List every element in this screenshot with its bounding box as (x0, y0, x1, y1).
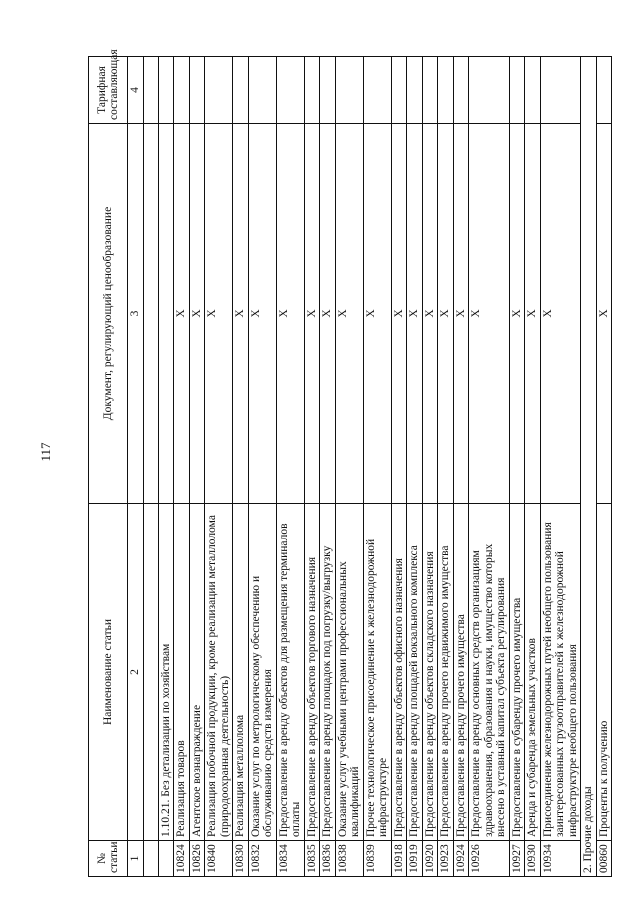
table-row (407, 57, 423, 877)
rotated-page-content (88, 49, 612, 877)
cell-tariff (248, 57, 276, 124)
cell-code: 10840 (205, 841, 233, 877)
cell-code: 10923 (438, 841, 454, 877)
cell-tariff (233, 57, 249, 124)
cell-name: Прочее технологическое присоединение к железнодорожной инфраструктуре (363, 504, 391, 841)
cell-tariff (363, 57, 391, 124)
cell-name: Предоставление в аренду прочего недвижимого имущества (438, 504, 454, 841)
column-index: 3 (128, 124, 144, 504)
cell-document: X (276, 124, 304, 504)
cell-tariff (422, 57, 438, 124)
table-row (304, 57, 320, 877)
cell-code: 10826 (189, 841, 205, 877)
table-row (525, 57, 541, 877)
cell-name: Предоставление в аренду прочего имущества (453, 504, 469, 841)
table-row (189, 57, 205, 877)
header-name: Наименование статьи (89, 504, 128, 841)
cell-name: Реализация металлолома (233, 504, 249, 841)
column-index: 4 (128, 57, 144, 124)
table-row (469, 57, 510, 877)
cell-code: 10835 (304, 841, 320, 877)
header-tariff: Тарифная составляющая (89, 57, 128, 124)
cell-document: X (174, 124, 190, 504)
cell-tariff (596, 57, 612, 124)
cell-name: Предоставление в аренду основных средств организациям здравоохранения, образования и науки, имущество которых внесено в уставный капитал субъекта регулирования (469, 504, 510, 841)
cell-tariff (189, 57, 205, 124)
header-number: № статьи (89, 841, 128, 877)
table-row (540, 57, 581, 877)
cell-code: 10924 (453, 841, 469, 877)
cell-document: X (205, 124, 233, 504)
table-row (335, 57, 363, 877)
column-index: 1 (128, 841, 144, 877)
cell-name: Предоставление в аренду объектов складского назначения (422, 504, 438, 841)
cell-code: 10919 (407, 841, 423, 877)
cell-name: Предоставление в субаренду прочего имущества (509, 504, 525, 841)
table-row (233, 57, 249, 877)
cell-code: 10830 (233, 841, 249, 877)
cell-name: Агентское вознаграждение (189, 504, 205, 841)
cell-code: 10920 (422, 841, 438, 877)
cell-tariff (335, 57, 363, 124)
cell-tariff (205, 57, 233, 124)
cell-code: 10918 (391, 841, 407, 877)
cell-document: X (438, 124, 454, 504)
spacer-row (143, 57, 158, 877)
cell-document: X (469, 124, 510, 504)
cell-document: X (407, 124, 423, 504)
cell-code: 10934 (540, 841, 581, 877)
cell-document: X (363, 124, 391, 504)
section-title: 2. Прочие доходы (581, 57, 597, 877)
table-row (438, 57, 454, 877)
cell-document: X (304, 124, 320, 504)
table-row (205, 57, 233, 877)
section-title: 1.10.21. Без детализации по хозяйствам (158, 504, 174, 841)
cell-name: Аренда и субаренда земельных участков (525, 504, 541, 841)
cell-tariff (407, 57, 423, 124)
cell-tariff (525, 57, 541, 124)
table-row (596, 57, 612, 877)
cell-name: Реализация побочной продукции, кроме реализации металлолома (природоохранная деятельность) (205, 504, 233, 841)
cell-document: X (335, 124, 363, 504)
cell-name: Оказание услуг учебными центрами профессиональных квалификаций (335, 504, 363, 841)
cell-code: 10824 (174, 841, 190, 877)
cell-code: 10834 (276, 841, 304, 877)
column-index-row (128, 57, 144, 877)
cell-tariff (509, 57, 525, 124)
cell-code: 00860 (596, 841, 612, 877)
cell-name: Реализация товаров (174, 504, 190, 841)
table-row (453, 57, 469, 877)
cell-code: 10838 (335, 841, 363, 877)
table-row (276, 57, 304, 877)
cell-document: X (320, 124, 336, 504)
header-document: Документ, регулирующий ценообразование (89, 124, 128, 504)
cell-name: Предоставление в аренду объектов торгового назначения (304, 504, 320, 841)
cell-document: X (540, 124, 581, 504)
cell-name: Присоединение железнодорожных путей необщего пользования заинтересованных грузоотправителей к железнодорожной инфраструктуре необщего пользования (540, 504, 581, 841)
cell-document: X (596, 124, 612, 504)
table-row (391, 57, 407, 877)
section-row (581, 57, 597, 877)
cell-document: X (453, 124, 469, 504)
cell-code: 10926 (469, 841, 510, 877)
cell-tariff (320, 57, 336, 124)
cell-code: 10836 (320, 841, 336, 877)
cell-tariff (469, 57, 510, 124)
cell-tariff (304, 57, 320, 124)
cell-code: 10927 (509, 841, 525, 877)
column-index: 2 (128, 504, 144, 841)
cell-name: Предоставление в аренду объектов офисного назначения (391, 504, 407, 841)
cell-name: Предоставление в аренду площадей вокзального комплекса (407, 504, 423, 841)
header-row (89, 57, 128, 877)
section-row (158, 57, 174, 877)
cell-tariff (438, 57, 454, 124)
cell-code: 10832 (248, 841, 276, 877)
cell-tariff (174, 57, 190, 124)
table-row (174, 57, 190, 877)
cell-name: Оказание услуг по метрологическому обеспечению и обслуживанию средств измерения (248, 504, 276, 841)
cell-code: 10930 (525, 841, 541, 877)
tariff-table (88, 49, 612, 877)
cell-tariff (540, 57, 581, 124)
cell-tariff (453, 57, 469, 124)
table-row (509, 57, 525, 877)
table-row (363, 57, 391, 877)
cell-tariff (391, 57, 407, 124)
cell-name: Предоставление в аренду площадок под погрузку/выгрузку (320, 504, 336, 841)
cell-document: X (422, 124, 438, 504)
cell-document: X (248, 124, 276, 504)
cell-document: X (233, 124, 249, 504)
cell-name: Проценты к получению (596, 504, 612, 841)
cell-document: X (525, 124, 541, 504)
table-row (248, 57, 276, 877)
table-row (422, 57, 438, 877)
cell-tariff (276, 57, 304, 124)
cell-document: X (391, 124, 407, 504)
page-number: 117 (38, 442, 53, 462)
table-row (320, 57, 336, 877)
cell-code: 10839 (363, 841, 391, 877)
cell-document: X (189, 124, 205, 504)
cell-name: Предоставление в аренду объектов для размещения терминалов оплаты (276, 504, 304, 841)
cell-document: X (509, 124, 525, 504)
